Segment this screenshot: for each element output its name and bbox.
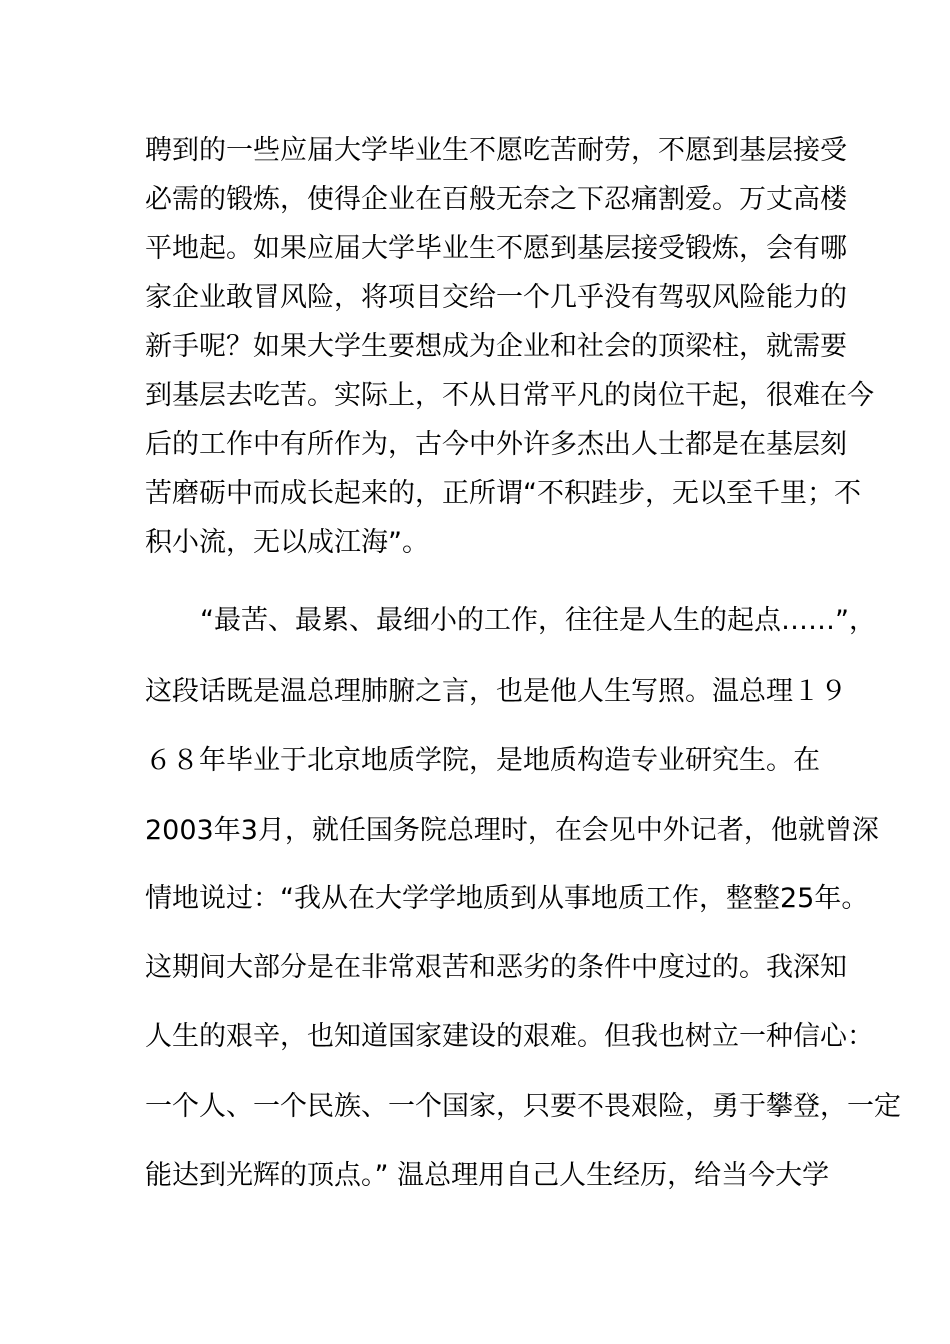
text-line: 必需的锻炼，使得企业在百般无奈之下忍痛割爱。万丈高楼 (145, 184, 847, 215)
text-line: ６８年毕业于北京地质学院，是地质构造专业研究生。在 (145, 745, 820, 776)
text-line: 能达到光辉的顶点。” 温总理用自己人生经历，给当今大学 (145, 1160, 830, 1191)
text-line: 这段话既是温总理肺腑之言，也是他人生写照。温总理１９ (145, 676, 847, 707)
text-line: 平地起。如果应届大学毕业生不愿到基层接受锻炼，会有哪 (145, 233, 847, 264)
text-line: 一个人、一个民族、一个国家，只要不畏艰险，勇于攀登，一定 (145, 1091, 901, 1122)
text-line: 聘到的一些应届大学毕业生不愿吃苦耐劳，不愿到基层接受 (145, 135, 847, 166)
text-line: 家企业敢冒风险，将项目交给一个几乎没有驾驭风险能力的 (145, 282, 847, 313)
text-line: 到基层去吃苦。实际上，不从日常平凡的岗位干起，很难在今 (145, 380, 874, 411)
text-line: 新手呢？如果大学生要想成为企业和社会的顶梁柱，就需要 (145, 331, 847, 362)
text-line: 苦磨砺中而成长起来的，正所谓“不积跬步，无以至千里；不 (145, 478, 861, 509)
text-line: 积小流，无以成江海”。 (145, 527, 429, 558)
text-line: “最苦、最累、最细小的工作，往往是人生的起点……”， (200, 605, 876, 636)
text-line: 2003年3月，就任国务院总理时，在会见中外记者，他就曾深 (145, 815, 879, 846)
text-line: 后的工作中有所作为，古今中外许多杰出人士都是在基层刻 (145, 429, 847, 460)
text-line: 人生的艰辛，也知道国家建设的艰难。但我也树立一种信心： (145, 1021, 874, 1052)
text-line: 这期间大部分是在非常艰苦和恶劣的条件中度过的。我深知 (145, 952, 847, 983)
text-line: 情地说过：“我从在大学学地质到从事地质工作，整整25年。 (145, 883, 869, 914)
